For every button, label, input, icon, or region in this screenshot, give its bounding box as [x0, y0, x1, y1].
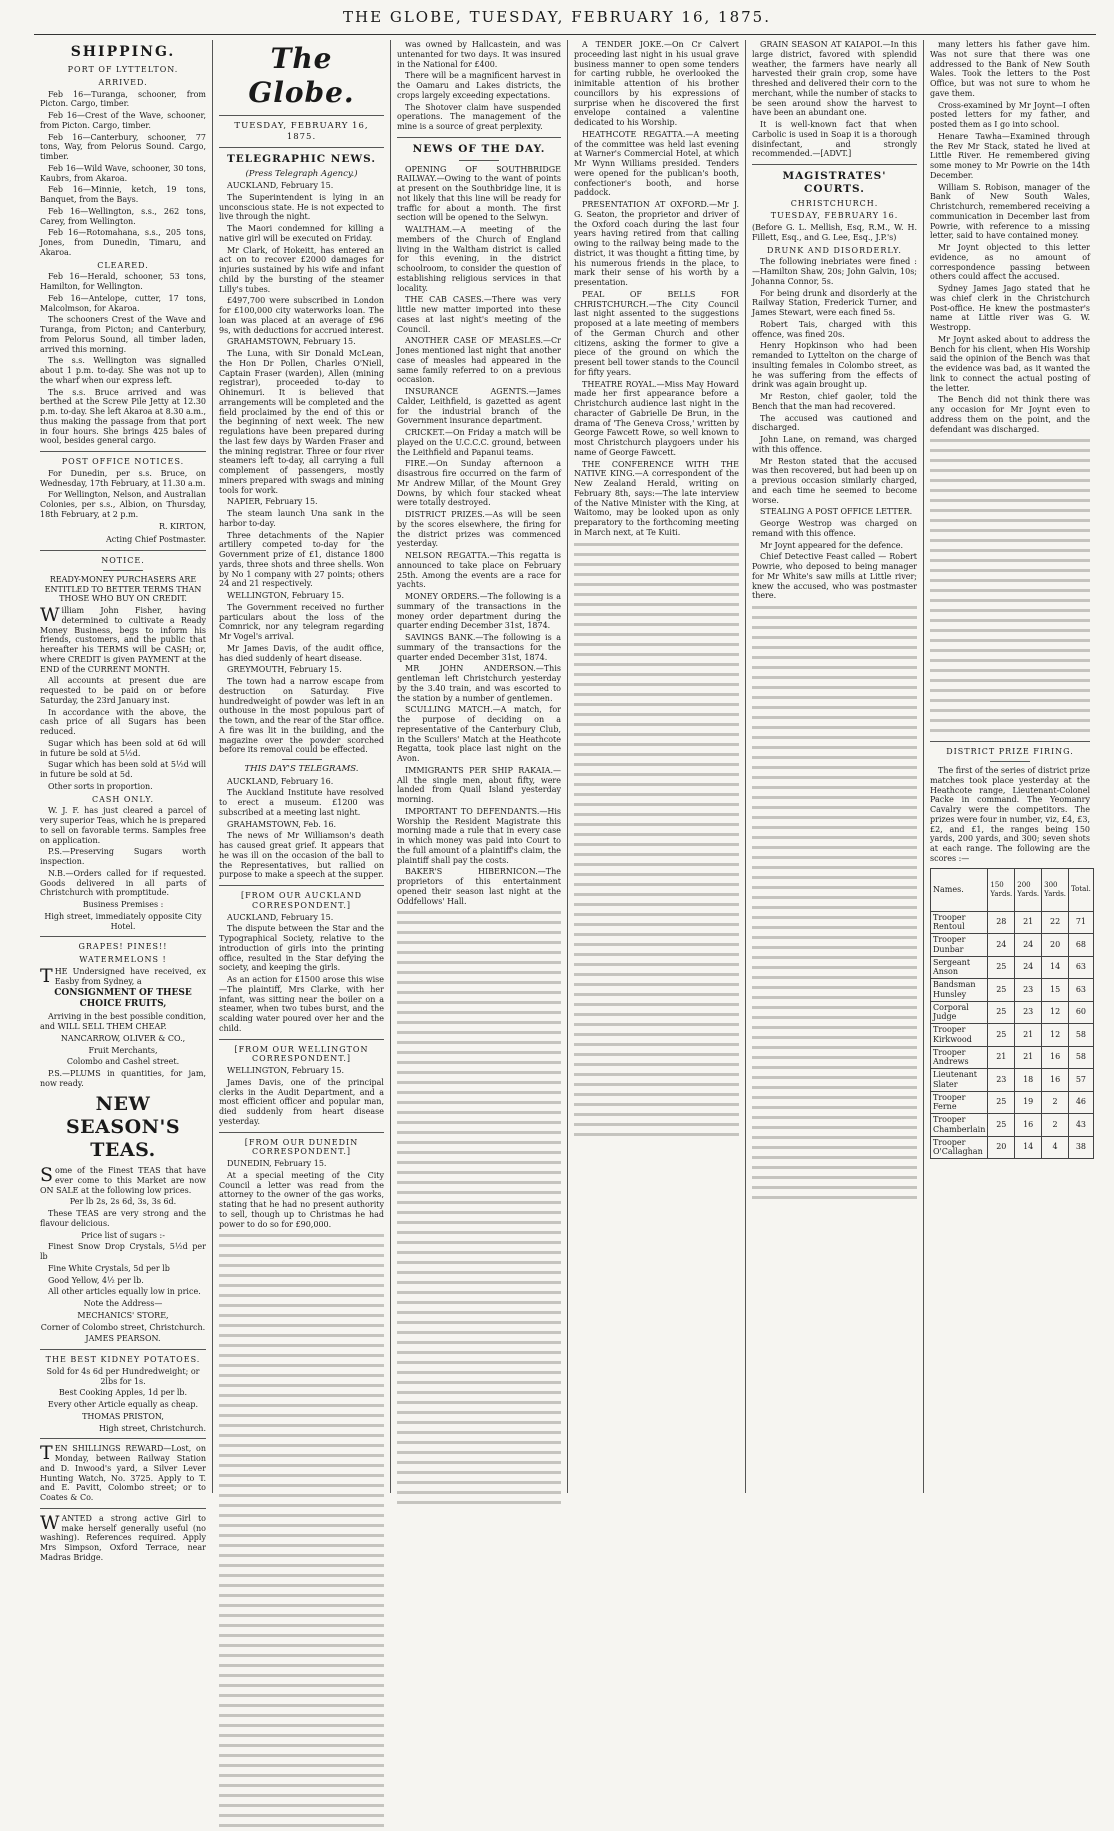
table-row — [931, 1001, 1094, 1024]
prize-table-body — [931, 911, 1094, 1159]
telegram-item: The Auckland Institute have resolved to erect a museum. £1200 was subscribed at a meeting last night. — [219, 788, 384, 817]
score-cell: 46 — [1069, 1091, 1094, 1114]
court-items — [752, 257, 917, 601]
arrived-label: ARRIVED. — [98, 77, 148, 87]
news-item: IMPORTANT TO DEFENDANTS.—His Worship the Resident Magistrate this morning made a rule that in every case in which money was paid into Court to the full amount of a plaintiff's claim, the plaintiff shall pay the costs. — [397, 806, 561, 865]
court-item: Mr Joynt objected to this letter evidence, as no amount of correspondence passing between others could affect the accused. — [930, 243, 1090, 282]
news-item: WALTHAM.—A meeting of the members of the Church of England living in the Waltham district is called for this evening, in the district schoolroom, to consider the question of establishing religious services in that locality. — [397, 225, 561, 293]
teas-more: These TEAS are very strong and the flavour delicious. — [40, 1209, 206, 1228]
news-item: MONEY ORDERS.—The following is a summary of the transactions in the money order department during the quarter ending December 31st, 1874. — [397, 592, 561, 631]
prize-table-header-cell: 150 Yards. — [988, 868, 1015, 911]
text-filler — [930, 436, 1090, 736]
telegram-item: The news of Mr Williamson's death has caused great grief. It appears that he was ill on the occasion of the ball to the Representatives, but rallied on purpose to make a speech at the supper. — [219, 831, 384, 880]
score-cell: 21 — [1015, 1046, 1042, 1069]
divider — [397, 137, 561, 138]
score-cell: 28 — [988, 911, 1015, 934]
news-items — [397, 165, 561, 907]
news-item: IMMIGRANTS PER SHIP RAKAIA.—All the single men, about fifty, were landed from Quail Island yesterday morning. — [397, 765, 561, 805]
divider — [459, 160, 499, 161]
telegram-item: GREYMOUTH, February 15. — [227, 665, 342, 675]
nancarrow-sub: Fruit Merchants, — [88, 1045, 158, 1055]
teas-title: NEW SEASON'S TEAS. — [65, 1092, 181, 1161]
divider — [282, 759, 322, 760]
prize-intro: The first of the series of district prize matches took place yesterday at the Heathcote range, Lieutenant-Colonel Packe in command. The Yeomanry Cavalry were the competitors. The prizes were four in number, viz, £4, £3, £2, and £1, the ranges being 150 yards, 200 yards, and 300; seven shots at each range. The following are the scores :— — [930, 766, 1090, 863]
news-item: DISTRICT PRIZES.—As will be seen by the scores elsewhere, the firing for the district prizes was commenced yesterday. — [397, 510, 561, 549]
table-row — [931, 1069, 1094, 1092]
dispatches — [219, 181, 384, 755]
column-1 — [34, 40, 212, 1562]
court-item: Henry Hopkinson who had been remanded to Lyttelton on the charge of insulting females in Colombo street, as he was suffering from the effects of drink was again brought up. — [752, 341, 917, 390]
score-cell: 4 — [1042, 1136, 1069, 1159]
news-of-the-day-title: NEWS OF THE DAY. — [412, 142, 546, 155]
news-item: SAVINGS BANK.—The following is a summary of the transactions for the quarter ended December 31st, 1874. — [397, 633, 561, 662]
score-cell: 58 — [1069, 1046, 1094, 1069]
court-date: TUESDAY, FEBRUARY 16. — [770, 211, 899, 221]
arrival-entry: Feb 16—Rotomahana, s.s., 205 tons, Jones, from Dunedin, Timaru, and Akaroa. — [40, 228, 206, 257]
court-item: George Westrop was charged on remand with this offence. — [752, 519, 917, 538]
court-item: William S. Robison, manager of the Bank of New South Wales, Christchurch, remembered receiving a communication in December last from Powrie, with reference to a missing letter, said to have contained money. — [930, 182, 1090, 241]
reward-notice: TEN SHILLINGS REWARD—Lost, on Monday, between Railway Station and D. Inwood's yard, a Silver Lever Hunting Watch, No. 3725. Apply to T. and E. Pavitt, Colombo street; or to Coates & Co. — [40, 1442, 206, 1503]
score-cell: 22 — [1042, 911, 1069, 934]
telegram-item: The Maori condemned for killing a native girl will be executed on Friday. — [219, 224, 384, 243]
competitor-name: Bandsman Hunsley — [931, 979, 988, 1002]
score-cell: 23 — [988, 1069, 1015, 1092]
cash-title: CASH ONLY. — [91, 794, 155, 804]
masthead-rule — [34, 34, 1096, 35]
table-row — [931, 911, 1094, 934]
cleared-list — [40, 272, 206, 313]
teas-body: Some of the Finest TEAS that have ever come to this Market are now ON SALE at the following low prices. — [40, 1164, 206, 1195]
press-agency: (Press Telegraph Agency.) — [245, 168, 358, 179]
telegram-item: The Luna, with Sir Donald McLean, the Hon Dr Pollen, Charles O'Niell, Captain Fraser (warden), Allen (mining registrar), proceeded to-day to Ohinemuri. It is believed that arrangements will be completed and the field proclaimed by the end of this or the beginning of next week. The new regulations have been prepared during the last few days by Warden Fraser and the mining registrar. Three or four river steamers left to-day, all carrying a full complement of passengers, mostly miners prepared with swags and mining tools for work. — [219, 349, 384, 495]
competitor-name: Lieutenant Slater — [931, 1069, 988, 1092]
dunedin-items — [219, 1159, 384, 1229]
score-cell: 12 — [1042, 1024, 1069, 1047]
dateline: TUESDAY, FEBRUARY 16, 1875. — [234, 121, 369, 142]
score-cell: 21 — [988, 1046, 1015, 1069]
magistrates-title: MAGISTRATES' COURTS. — [782, 170, 887, 195]
court-item: Chief Detective Feast called — Robert Powrie, who deposed to being manager for Mr White's saw mills at Little river; knew the accused, who was postmaster there. — [752, 552, 917, 601]
post-notice-item: For Dunedin, per s.s. Bruce, on Wednesday, 17th February, at 11.30 a.m. — [40, 468, 206, 488]
telegram-item: The town had a narrow escape from destruction on Saturday. Five hundredweight of powder was left in an outhouse in the most populous part of the town, and the rear of the Star office. A fire was lit in the building, and the magazine over the powder scorched before its removal could be effected. — [219, 677, 384, 755]
col3-intro-3: The Shotover claim have suspended operations. The management of the mine is a source of great perplexity. — [397, 102, 561, 131]
col3-intro-2: There will be a magnificent harvest in the Oamaru and Lakes districts, the crops largely exceeding expectations. — [397, 71, 561, 100]
competitor-name: Sergeant Anson — [931, 956, 988, 979]
court-item: Henare Tawha—Examined through the Rev Mr Stack, stated he lived at Little River. He remembered giving some money to Mr Powrie on the 14th December. — [930, 131, 1090, 180]
prize-table — [930, 868, 1094, 1160]
correspondent-item: AUCKLAND, February 15. — [227, 912, 334, 922]
score-cell: 14 — [1015, 1136, 1042, 1159]
note-address: Note the Address— — [83, 1299, 163, 1309]
score-cell: 16 — [1042, 1046, 1069, 1069]
consignment-more: Arriving in the best possible condition, and WILL SELL THEM CHEAP. — [40, 1012, 206, 1032]
column-4 — [567, 40, 745, 1493]
court-item: The accused was cautioned and discharged. — [752, 413, 917, 433]
table-row — [931, 934, 1094, 957]
arrived-list — [40, 90, 206, 258]
telegram-item: GRAHAMSTOWN, Feb. 16. — [227, 819, 337, 829]
notice-item: Sugar which has been sold at 5½d will in future be sold at 5d. — [40, 760, 206, 780]
arrival-entry: Feb 16—Crest of the Wave, schooner, from Picton. Cargo, timber. — [40, 111, 206, 130]
prize-table-header-cell: Total. — [1069, 868, 1094, 911]
divider — [219, 1039, 384, 1040]
notice-heading: READY-MONEY PURCHASERS ARE ENTITLED TO BETTER TERMS THAN THOSE WHO BUY ON CREDIT. — [44, 574, 202, 604]
cleared-entry: Feb 16—Antelope, cutter, 17 tons, Malcolmson, for Akaroa. — [40, 293, 206, 313]
teas-prices: Per lb 2s, 2s 6d, 3s, 3s 6d. — [69, 1197, 177, 1207]
post-office-title: POST OFFICE NOTICES. — [61, 457, 185, 467]
competitor-name: Corporal Judge — [931, 1001, 988, 1024]
correspondent-wellington: [FROM OUR WELLINGTON CORRESPONDENT.] — [234, 1044, 369, 1064]
telegram-item: NAPIER, February 15. — [227, 497, 318, 507]
text-filler — [574, 540, 739, 1140]
divider — [40, 1508, 206, 1509]
column-6 — [923, 40, 1096, 1493]
ps-sugars: P.S.—Preserving Sugars worth inspection. — [40, 847, 206, 867]
shipping-news-item: The s.s. Bruce arrived and was berthed at the Screw Pile Jetty at 12.30 p.m. to-day. She left Akaroa at 8.30 a.m., thus making the passage from that port in four hours. She brings 425 bales of wool, besides general cargo. — [40, 387, 206, 446]
column-5 — [745, 40, 923, 1493]
court-item: Sydney James Jago stated that he was chief clerk in the Christchurch Post-office. He knew the postmaster's name at Little river was G. W. Westropp. — [930, 284, 1090, 332]
postmaster-name: R. KIRTON, — [158, 521, 206, 531]
news-item: NELSON REGATTA.—This regatta is announced to take place on February 25th. Among the events are a race for yachts. — [397, 551, 561, 590]
divider — [103, 570, 143, 571]
news-item: A TENDER JOKE.—On Cr Calvert proceeding last night in his usual grave business manner to open some tenders for carting rubble, he overlooked the inimitable attention of his brother councillors by his expressions of surprise when he discovered the first envelope contained a valentine dedicated to his Worship. — [574, 40, 739, 127]
correspondent-item: The dispute between the Star and the Typographical Society, relative to the introduction of girls into the printing office, resulted in the Star defying the society, and keeping the girls. — [219, 924, 384, 973]
consignment-body: THE Undersigned have received, ex Easby from Sydney, a — [40, 964, 206, 987]
wellington-items — [219, 1066, 384, 1127]
court-item: John Lane, on remand, was charged with this offence. — [752, 435, 917, 454]
news-item: THEATRE ROYAL.—Miss May Howard made her first appearance before a Christchurch audience last night in the character of Gabrielle De Brun, in the drama of 'The Geneva Cross,' written by George Fawcett Rowe, so well known to most Christchurch playgoers under his name of George Fawcett. — [574, 379, 739, 457]
pearson-name: JAMES PEARSON. — [85, 1334, 161, 1344]
court-before: (Before G. L. Mellish, Esq, R.M., W. H. Fillett, Esq., and G. Lee, Esq., J.P.'s) — [752, 223, 917, 242]
prize-table-header — [931, 868, 1094, 911]
arrival-entry: Feb 16—Turanga, schooner, from Picton. Cargo, timber. — [40, 89, 206, 109]
divider — [219, 1132, 384, 1133]
christchurch-label: CHRISTCHURCH. — [790, 198, 879, 208]
score-cell: 2 — [1042, 1091, 1069, 1114]
correspondent-dunedin: [FROM OUR DUNEDIN CORRESPONDENT.] — [244, 1137, 359, 1157]
postmaster-title: Acting Chief Postmaster. — [105, 535, 206, 545]
correspondent-item: James Davis, one of the principal clerks in the Audit Department, and a most efficient officer and popular man, died suddenly from heart disease yesterday. — [219, 1077, 384, 1126]
divider — [219, 885, 384, 886]
score-cell: 25 — [988, 956, 1015, 979]
correspondent-item: DUNEDIN, February 15. — [227, 1159, 327, 1169]
table-row — [931, 956, 1094, 979]
this-days-title: THIS DAY'S TELEGRAMS. — [244, 764, 359, 775]
divider — [40, 1438, 206, 1439]
score-cell: 24 — [1015, 956, 1042, 979]
nancarrow-address: Colombo and Cashel street. — [66, 1057, 180, 1067]
divider — [40, 936, 206, 937]
auckland-items — [219, 913, 384, 1034]
score-cell: 43 — [1069, 1114, 1094, 1137]
news-item: HEATHCOTE REGATTA.—A meeting of the committee was held last evening at Warner's Commercial Hotel, at which Mr Wynn Williams presided. Tenders were opened for the publican's booth, confectioner's booth, and horse paddock. — [574, 129, 739, 198]
correspondent-item: As an action for £1500 arose this wise—The plaintiff, Mrs Clarke, with her infant, was sitting near the boiler on a steamer, when two tubes burst, and the scalding water poured over her and the child. — [219, 975, 384, 1033]
cash-body: W. J. F. has just cleared a parcel of very superior Teas, which he is prepared to sell on favorable terms. Samples free on application. — [40, 806, 206, 845]
divider — [219, 115, 384, 116]
score-cell: 68 — [1069, 934, 1094, 957]
text-filler — [219, 1231, 384, 1831]
score-cell: 18 — [1015, 1069, 1042, 1092]
score-cell: 20 — [988, 1136, 1015, 1159]
today-items — [219, 777, 384, 881]
news-item: SCULLING MATCH.—A match, for the purpose of deciding on a representative of the Canterbury Club, in the Scullers' Match at the Heathcote Regatta, took place last night on the Avon. — [397, 705, 561, 764]
court-item: Robert Tais, charged with this offence, was fined 20s. — [752, 319, 917, 339]
telegram-item: The steam launch Una sank in the harbor to-day. — [219, 509, 384, 528]
score-cell: 19 — [1015, 1091, 1042, 1114]
news-item: BAKER'S HIBERNICON.—The proprietors of this entertainment opened their season last night at the Oddfellows' Hall. — [397, 867, 561, 906]
score-cell: 24 — [988, 934, 1015, 957]
score-cell: 63 — [1069, 979, 1094, 1002]
notice-body: William John Fisher, having determined to cultivate a Ready Money Business, begs to inform his friends, customers, and the public that hereafter his TERMS will be CASH; or, where CREDIT is given PAYMENT at the END of the CURRENT MONTH. — [40, 604, 206, 674]
score-cell: 38 — [1069, 1136, 1094, 1159]
telegram-item: AUCKLAND, February 16. — [227, 776, 334, 786]
cleared-entry: Feb 16—Herald, schooner, 53 tons, Hamilton, for Wellington. — [40, 272, 206, 292]
telegram-item: Three detachments of the Napier artillery competed to-day for the Government prize of £1, distance 1800 yards, three shots and three shells. Won by No 1 company with 27 points; others 24 and 21 respectively. — [219, 530, 384, 589]
mechanics-address: Corner of Colombo street, Christchurch. — [40, 1322, 206, 1332]
score-cell: 58 — [1069, 1024, 1094, 1047]
telegram-item: £497,700 were subscribed in London for £100,000 city waterworks loan. The loan was placed at an average of £96 9s, with deductions for accrued interest. — [219, 296, 384, 335]
notice-more — [40, 676, 206, 791]
table-row — [931, 1114, 1094, 1137]
telegram-item: WELLINGTON, February 15. — [227, 591, 345, 601]
prize-table-header-cell: 200 Yards. — [1015, 868, 1042, 911]
arrival-entry: Feb 16—Canterbury, schooner, 77 tons, Way, from Pelorus Sound. Cargo, timber. — [40, 132, 206, 162]
news-item: ANOTHER CASE OF MEASLES.—Cr Jones mentioned last night that another case of measles had appeared in the same family referred to on a previous occasion. — [397, 336, 561, 385]
score-cell: 23 — [1015, 1001, 1042, 1024]
prize-table-header-cell: 300 Yards. — [1042, 868, 1069, 911]
telegram-item: Mr James Davis, of the audit office, has died suddenly of heart disease. — [219, 643, 384, 663]
business-address: High street, immediately opposite City Hotel. — [44, 911, 202, 931]
news-item: It is well-known fact that when Carbolic is used in Soap it is a thorough disinfectant, and strongly recommended.—[ADVT.] — [752, 120, 917, 159]
telegram-item: The Government received no further particulars about the loss of the Comnrick, nor any telegram regarding Mr Vogel's arrival. — [219, 602, 384, 642]
nb-orders: N.B.—Orders called for if requested. Goods delivered in all parts of Christchurch with promptitude. — [40, 868, 206, 898]
correspondent-item: WELLINGTON, February 15. — [227, 1066, 345, 1076]
score-cell: 2 — [1042, 1114, 1069, 1137]
score-cell: 14 — [1042, 956, 1069, 979]
divider — [40, 451, 206, 452]
score-cell: 25 — [988, 1114, 1015, 1137]
business-premises: Business Premises : — [82, 900, 164, 910]
every-other: Every other Article equally as cheap. — [47, 1400, 199, 1410]
court-item: Mr Joynt appeared for the defence. — [760, 540, 903, 550]
shipping-news-item: The s.s. Wellington was signalled about 1 p.m. to-day. She was not up to the wharf when our express left. — [40, 356, 206, 385]
news-item: MR JOHN ANDERSON.—This gentleman left Christchurch yesterday by the 3.40 train, and was escorted to the station by a number of gentlemen. — [397, 664, 561, 703]
correspondent-item: At a special meeting of the City Council a letter was read from the attorney to the owner of the gas works, stating that he had no present authority to sell, though up to Christmas he had power to do so for £90,000. — [219, 1170, 384, 1229]
port-title: PORT OF LYTTELTON. — [67, 65, 179, 75]
divider — [930, 741, 1090, 742]
table-row — [931, 1136, 1094, 1159]
news-item: INSURANCE AGENTS.—James Calder, Leithfield, is gazetted as agent for the industrial branch of the Government insurance department. — [397, 387, 561, 426]
table-row — [931, 979, 1094, 1002]
prize-table-header-cell: Names. — [931, 868, 988, 911]
price-items — [40, 1242, 206, 1285]
text-filler — [397, 908, 561, 1508]
col5-items — [752, 40, 917, 159]
score-cell: 20 — [1042, 934, 1069, 957]
arrival-entry: Feb 16—Minnie, ketch, 19 tons, Banquet, from the Bays. — [40, 185, 206, 205]
notice-item: Sugar which has been sold at 6d will in future be sold at 5½d. — [40, 738, 206, 758]
news-item: PEAL OF BELLS FOR CHRISTCHURCH.—The City Council last night assented to the suggestions proposed at a late meeting of members of the German Church and other citizens, asking the former to give a piece of the ground on which the present bell tower stands to the Council for fifty years. — [574, 289, 739, 377]
news-item: PRESENTATION AT OXFORD.—Mr J. G. Seaton, the proprietor and driver of the Oxford coach during the last four years having retired from that calling owing to the railway being made to the district, it was thought a fitting time, by his numerous friends in the place, to mark their sense of his worth by a presentation. — [574, 200, 739, 287]
telegram-item: Mr Clark, of Hokeitt, has entered an act on to recover £2000 damages for injuries sustained by his wife and infant child by the bursting of the steamer Lilly's tubes. — [219, 245, 384, 294]
arrival-entry: Feb 16—Wild Wave, schooner, 30 tons, Kaubrs, from Akaroa. — [40, 163, 206, 183]
col3-intro: was owned by Hallcastein, and was untenanted for two days. It was insured in the National for £400. — [397, 40, 561, 69]
court-item: many letters his father gave him. Was not sure that there was one addressed to the Bank of New South Wales. Took the letters to the Post Office, but was not sure to whom he gave them. — [930, 40, 1090, 98]
court-item: Mr Reston stated that the accused was then recovered, but had been up on a previous occasion similarly charged, and each time he seemed to become worse. — [752, 456, 917, 505]
court-item: STEALING A POST OFFICE LETTER. — [760, 507, 913, 517]
score-cell: 63 — [1069, 956, 1094, 979]
score-cell: 60 — [1069, 1001, 1094, 1024]
table-row — [931, 1046, 1094, 1069]
score-cell: 25 — [988, 1024, 1015, 1047]
column-2 — [212, 40, 390, 1493]
correspondent-auckland: [FROM OUR AUCKLAND CORRESPONDENT.] — [241, 891, 362, 910]
nancarrow-name: NANCARROW, OLIVER & CO., — [60, 1033, 186, 1043]
shipping-news — [40, 315, 206, 446]
score-cell: 24 — [1015, 934, 1042, 957]
competitor-name: Trooper Andrews — [931, 1046, 988, 1069]
divider — [219, 147, 384, 148]
potatoes-title: THE BEST KIDNEY POTATOES. — [45, 1355, 201, 1365]
potatoes-body: Sold for 4s 6d per Hundredweight; or 2lbs for 1s. — [46, 1366, 200, 1386]
score-cell: 21 — [1015, 911, 1042, 934]
court-item: Cross-examined by Mr Joynt—I often posted letters for my father, and posted them as I go into school. — [930, 100, 1090, 129]
divider — [752, 164, 917, 165]
competitor-name: Trooper Chamberlain — [931, 1114, 988, 1137]
news-item: FIRE.—On Sunday afternoon a disastrous fire occurred on the farm of Mr Andrew Millar, of the Mount Grey Downs, by which four stacked wheat were totally destroyed. — [397, 459, 561, 508]
divider — [40, 550, 206, 551]
news-item: OPENING OF SOUTHBRIDGE RAILWAY.—Owing to the want of points at present on the Southbridge line, it is not likely that this line will be ready for traffic for about a month. The first section will be opened to the Selwyn. — [397, 164, 561, 223]
consignment-title: CONSIGNMENT OF THESE CHOICE FRUITS, — [54, 988, 192, 1010]
column-3 — [390, 40, 567, 1493]
other-articles: All other articles equally low in price. — [48, 1287, 201, 1297]
prize-title: DISTRICT PRIZE FIRING. — [946, 747, 1074, 757]
court-item: The Bench did not think there was any occasion for Mr Joynt even to address them on the point, and the defendant was discharged. — [930, 395, 1090, 434]
col6-items — [930, 40, 1090, 434]
col4-items — [574, 40, 739, 538]
notice-item: In accordance with the above, the cash price of all Sugars has been reduced. — [40, 707, 206, 737]
competitor-name: Trooper Ferne — [931, 1091, 988, 1114]
shipping-title: SHIPPING. — [70, 44, 176, 60]
price-item: Fine White Crystals, 5d per lb — [48, 1263, 170, 1273]
court-item: Mr Joynt asked about to address the Bench for his client, when His Worship said the opinion of the Bench was that the evidence was bad, as it wanted the link to connect the actual posting of the letter. — [930, 334, 1090, 393]
score-cell: 25 — [988, 1001, 1015, 1024]
score-cell: 21 — [1015, 1024, 1042, 1047]
score-cell: 15 — [1042, 979, 1069, 1002]
score-cell: 16 — [1042, 1069, 1069, 1092]
post-list — [40, 469, 206, 520]
court-item: The following inebriates were fined :—Hamilton Shaw, 20s; John Galvin, 10s; Johanna Connor, 5s. — [752, 257, 917, 286]
divider — [40, 1349, 206, 1350]
competitor-name: Trooper Kirkwood — [931, 1024, 988, 1047]
grapes-heading: GRAPES! PINES!! — [78, 942, 168, 952]
court-item: Mr Reston, chief gaoler, told the Bench that the man had recovered. — [752, 392, 917, 411]
priston-address: High street, Christchurch. — [98, 1423, 206, 1433]
court-item: For being drunk and disorderly at the Railway Station, Frederick Turner, and James Stewart, were each fined 5s. — [752, 288, 917, 318]
masthead: THE GLOBE, TUESDAY, FEBRUARY 16, 1875. — [343, 8, 771, 26]
score-cell: 16 — [1015, 1114, 1042, 1137]
price-item: Finest Snow Drop Crystals, 5½d per lb — [40, 1242, 206, 1262]
score-cell: 12 — [1042, 1001, 1069, 1024]
score-cell: 25 — [988, 979, 1015, 1002]
score-cell: 71 — [1069, 911, 1094, 934]
divider — [990, 761, 1030, 762]
notice-title: NOTICE. — [101, 556, 145, 566]
table-row — [931, 1091, 1094, 1114]
competitor-name: Trooper O'Callaghan — [931, 1136, 988, 1159]
notice-item: Other sorts in proportion. — [48, 781, 153, 791]
telegram-item: AUCKLAND, February 15. — [227, 181, 334, 191]
arrival-entry: Feb 16—Wellington, s.s., 262 tons, Carey, from Wellington. — [40, 206, 206, 226]
telegram-item: GRAHAMSTOWN, February 15. — [227, 337, 356, 347]
table-row — [931, 1024, 1094, 1047]
telegram-item: The Superintendent is lying in an unconscious state. He is not expected to live through the night. — [219, 192, 384, 222]
apples: Best Cooking Apples, 1d per lb. — [58, 1388, 188, 1398]
shipping-news-item: The schooners Crest of the Wave and Turanga, from Picton; and Canterbury, from Pelorus Sound, all timber laden, arrived this morning. — [40, 315, 206, 354]
post-notice-item: For Wellington, Nelson, and Australian Colonies, per s.s., Albion, on Thursday, 18th February, at 2 p.m. — [40, 490, 206, 519]
news-item: CRICKET.—On Friday a match will be played on the U.C.C.C. ground, between the Leithfield and Papanui teams. — [397, 428, 561, 457]
mechanics-store: MECHANICS' STORE, — [77, 1310, 169, 1320]
telegraphic-title: TELEGRAPHIC NEWS. — [226, 153, 377, 166]
news-item: GRAIN SEASON AT KAIAPOI.—In this large district, favored with splendid weather, the farmers have nearly all harvested their grain crop, some have threshed and delivered their corn to the merchant, while the number of stacks to be seen around show the harvest to have been an abundant one. — [752, 40, 917, 118]
price-list: Price list of sugars :- — [81, 1230, 165, 1240]
ps-plums: P.S.—PLUMS in quantities, for jam, now ready. — [40, 1069, 206, 1088]
score-cell: 57 — [1069, 1069, 1094, 1092]
competitor-name: Trooper Rentoul — [931, 911, 988, 934]
score-cell: 23 — [1015, 979, 1042, 1002]
text-filler — [752, 603, 917, 1203]
score-cell: 25 — [988, 1091, 1015, 1114]
price-item: Good Yellow, 4½ per lb. — [48, 1275, 144, 1285]
notice-item: All accounts at present due are requested to be paid on or before Saturday, the 23rd January inst. — [40, 676, 206, 705]
watermelons-heading: WATERMELONS ! — [79, 955, 167, 965]
drunk-title: DRUNK AND DISORDERLY. — [767, 245, 902, 255]
paper-title: The Globe. — [248, 42, 355, 110]
priston-name: THOMAS PRISTON, — [82, 1411, 164, 1421]
wanted-notice: WANTED a strong active Girl to make herself generally useful (no washing). References required. Apply Mrs Simpson, Oxford Terrace, near Madras Bridge. — [40, 1511, 206, 1562]
news-item: THE CAB CASES.—There was very little new matter imported into these cases at last night's meeting of the Council. — [397, 295, 561, 334]
competitor-name: Trooper Dunbar — [931, 934, 988, 957]
news-item: THE CONFERENCE WITH THE NATIVE KING.—A correspondent of the New Zealand Herald, writing on February 8th, says:—The late interview of the Native Minister with the King, at Waitomo, may be looked upon as only preparatory to the forthcoming meeting in March next, at Te Kuiti. — [574, 459, 739, 537]
cleared-label: CLEARED. — [97, 260, 149, 270]
